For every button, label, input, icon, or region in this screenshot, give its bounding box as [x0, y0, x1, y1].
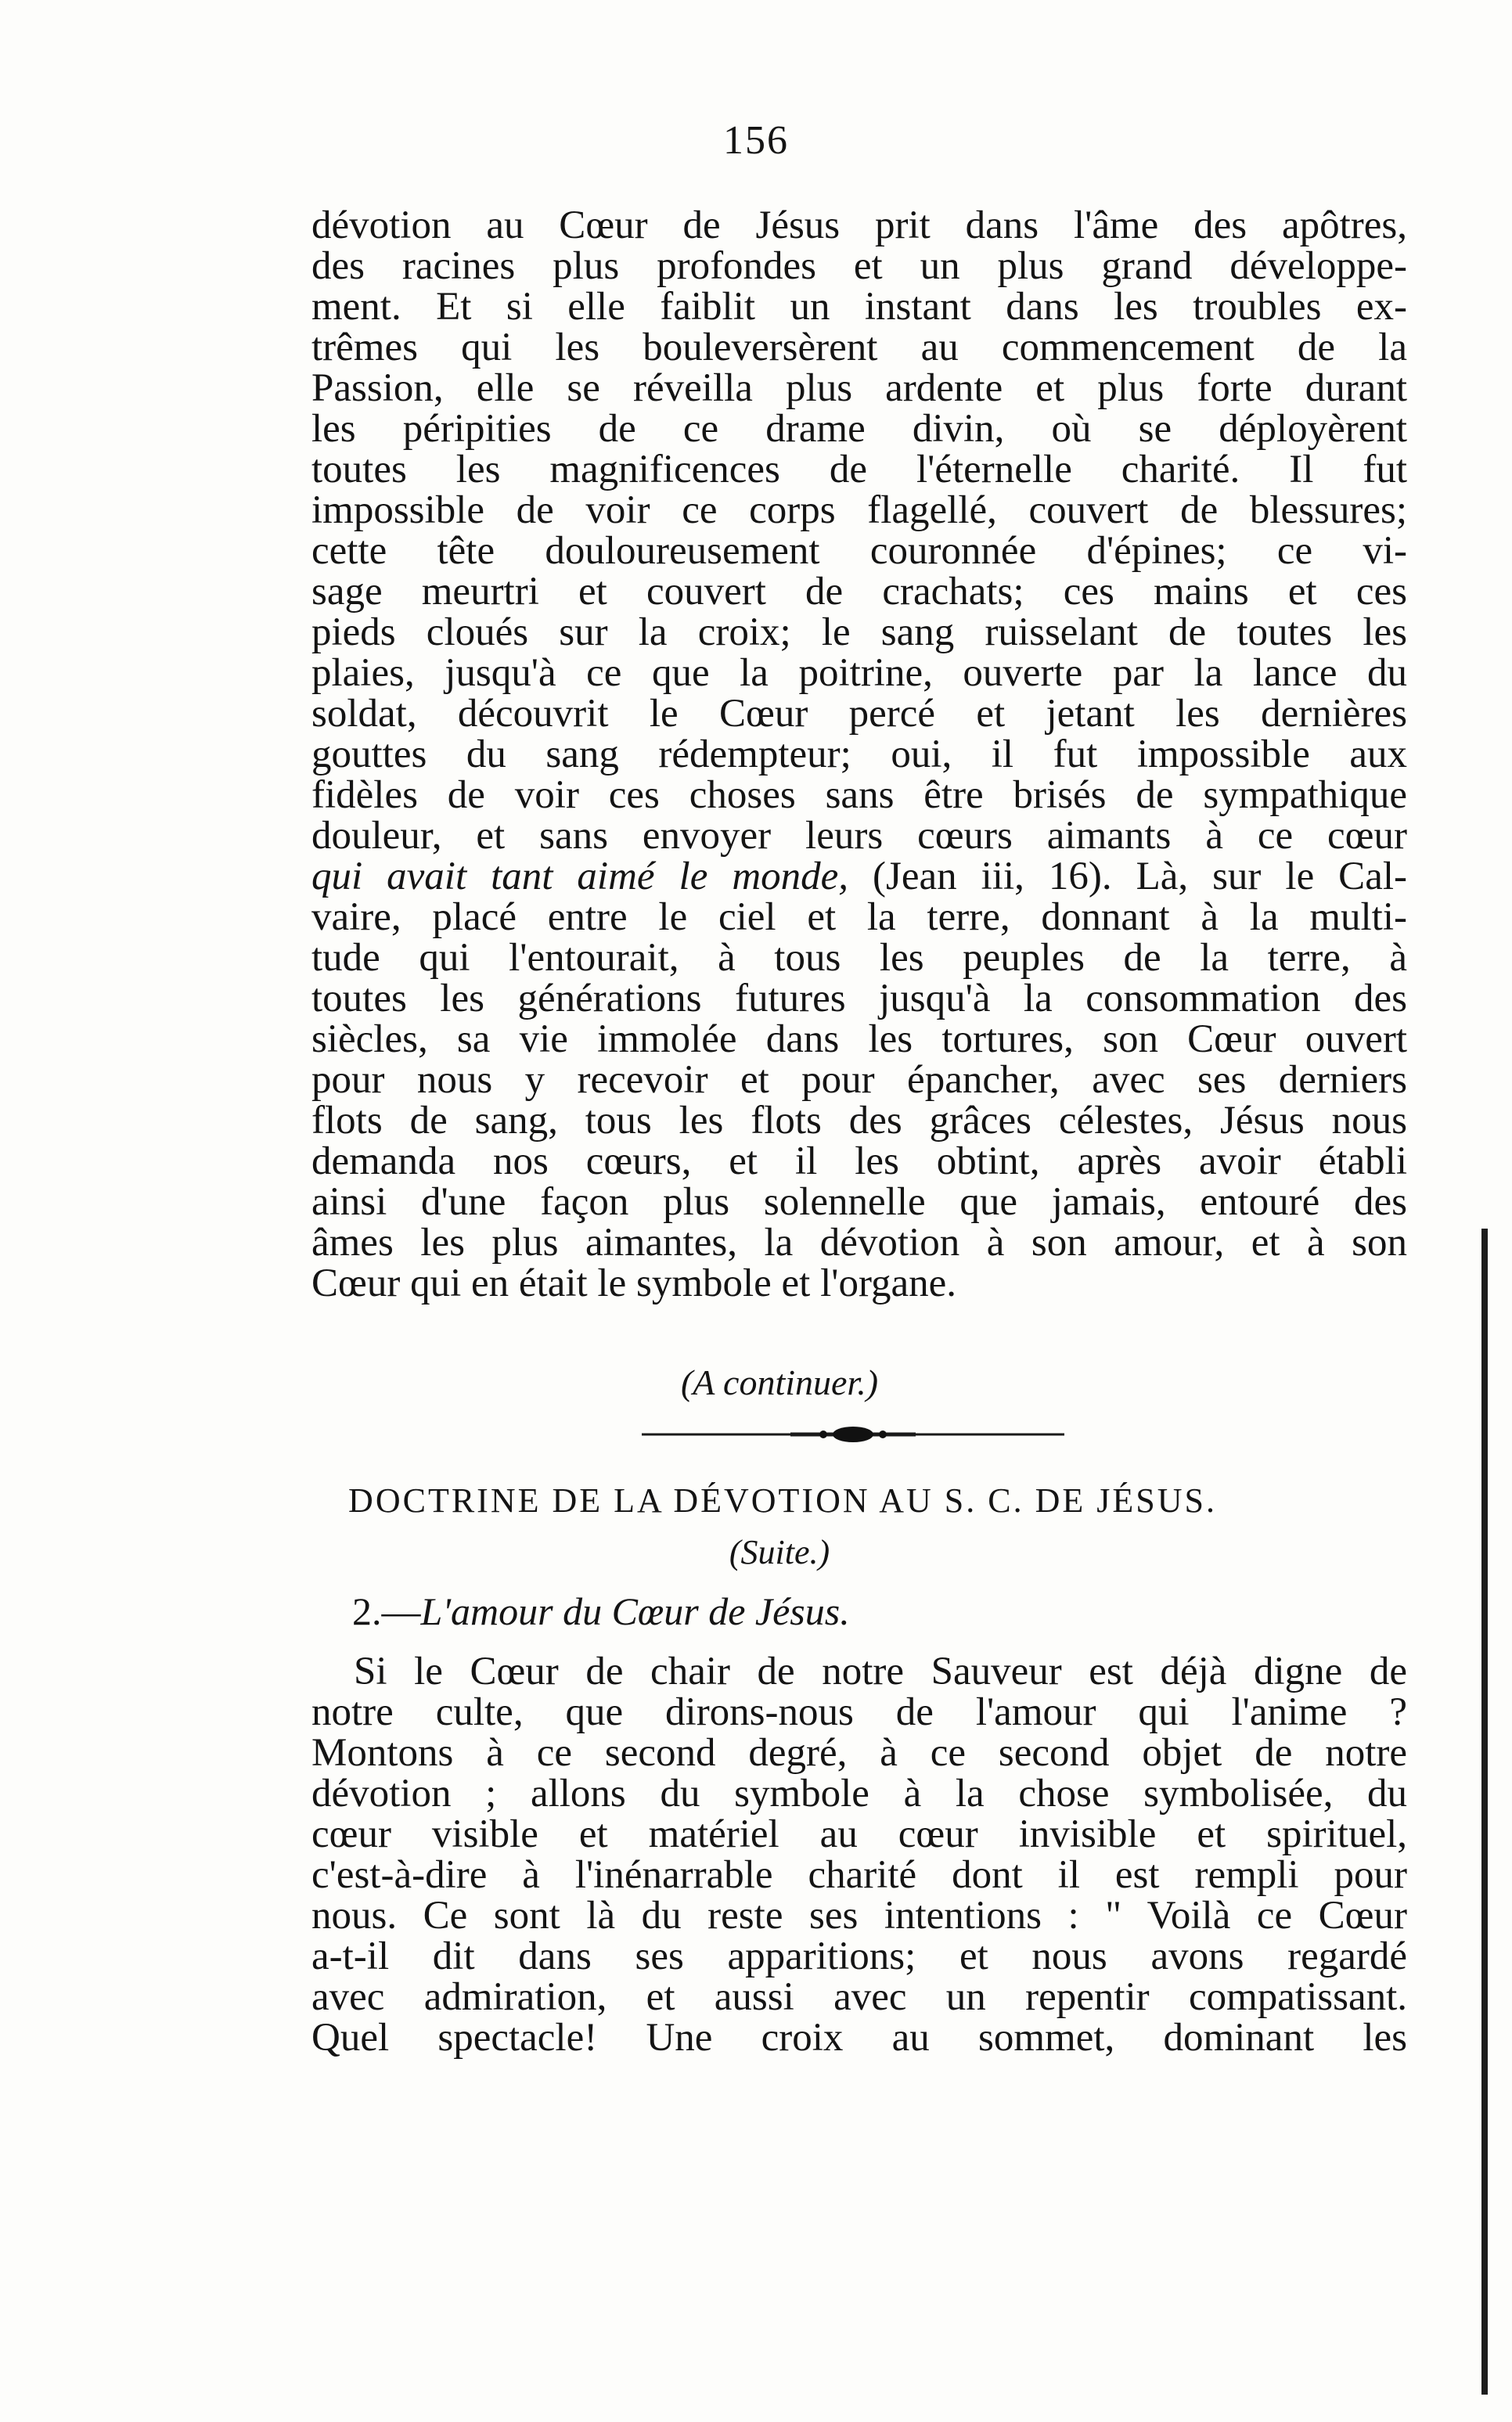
text-line: dévotion au Cœur de Jésus prit dans l'âme des apôtres, [311, 203, 1407, 247]
text-line: pieds cloués sur la croix; le sang ruisselant de toutes les [311, 610, 1407, 654]
text-line: soldat, découvrit le Cœur percé et jetant les dernières [311, 692, 1407, 736]
text-line: notre culte, que dirons-nous de l'amour qui l'anime ? [311, 1690, 1407, 1734]
text-line: cette tête douloureusement couronnée d'épines; ce vi- [311, 529, 1407, 573]
text-line: vaire, placé entre le ciel et la terre, donnant à la multi- [311, 895, 1407, 939]
text-line: impossible de voir ce corps flagellé, couvert de blessures; [311, 488, 1407, 532]
text-line: Quel spectacle! Une croix au sommet, dominant les [311, 2016, 1407, 2060]
gospel-quotation: qui avait tant aimé le monde, [311, 855, 849, 898]
text-line: toutes les générations futures jusqu'à la consommation des [311, 977, 1407, 1020]
text-line-with-quotation [311, 856, 1407, 897]
page-number: 156 [723, 118, 789, 163]
text-line: flots de sang, tous les flots des grâces célestes, Jésus nous [311, 1099, 1407, 1143]
text-line: tude qui l'entourait, à tous les peuples de la terre, à [311, 936, 1407, 980]
text-line: avec admiration, et aussi avec un repentir compatissant. [311, 1975, 1407, 2019]
text-line: ment. Et si elle faiblit un instant dans les troubles ex- [311, 285, 1407, 329]
subsection-number: 2.— [352, 1589, 421, 1633]
text-line: Passion, elle se réveilla plus ardente et plus forte durant [311, 366, 1407, 410]
text-line: gouttes du sang rédempteur; oui, il fut impossible aux [311, 732, 1407, 776]
gospel-reference: (Jean iii, 16). Là, sur le Cal- [848, 855, 1407, 898]
text-line: Montons à ce second degré, à ce second objet de notre [311, 1731, 1407, 1775]
subsection-heading [352, 1589, 850, 1634]
text-line: c'est-à-dire à l'inénarrable charité dont il est rempli pour [311, 1853, 1407, 1897]
text-line: trêmes qui les bouleversèrent au commencement de la [311, 326, 1407, 369]
text-line: dévotion ; allons du symbole à la chose symbolisée, du [311, 1772, 1407, 1816]
text-line: ainsi d'une façon plus solennelle que jamais, entouré des [311, 1180, 1407, 1224]
text-line: les péripities de ce drame divin, où se déployèrent [311, 407, 1407, 451]
paragraph-amour-du-coeur [311, 1651, 1407, 2058]
text-line: pour nous y recevoir et pour épancher, avec ses derniers [311, 1058, 1407, 1102]
paragraph-devotion-passion [311, 205, 1407, 1304]
text-line: douleur, et sans envoyer leurs cœurs aimants à ce cœur [311, 814, 1407, 858]
binding-edge-rule [1481, 1229, 1488, 2395]
text-line: nous. Ce sont là du reste ses intentions : " Voilà ce Cœur [311, 1894, 1407, 1938]
text-line: sage meurtri et couvert de crachats; ces mains et ces [311, 570, 1407, 614]
text-line: plaies, jusqu'à ce que la poitrine, ouverte par la lance du [311, 651, 1407, 695]
ornamental-divider [642, 1423, 1064, 1446]
text-line: a-t-il dit dans ses apparitions; et nous avons regardé [311, 1934, 1407, 1978]
text-line: fidèles de voir ces choses sans être brisés de sympathique [311, 773, 1407, 817]
text-line: des racines plus profondes et un plus grand développe- [311, 244, 1407, 288]
text-line: Cœur qui en était le symbole et l'organe. [311, 1261, 957, 1305]
text-line: demanda nos cœurs, et il les obtint, après avoir établi [311, 1139, 1407, 1183]
text-line: âmes les plus aimantes, la dévotion à son amour, et à son [311, 1221, 1407, 1265]
text-line: Si le Cœur de chair de notre Sauveur est déjà digne de [354, 1650, 1407, 1693]
continuation-note: (A continuer.) [680, 1362, 879, 1402]
subsection-title: L'amour du Cœur de Jésus. [420, 1589, 850, 1633]
text-line: siècles, sa vie immolée dans les tortures, son Cœur ouvert [311, 1017, 1407, 1061]
text-line: toutes les magnificences de l'éternelle charité. Il fut [311, 448, 1407, 491]
section-heading: DOCTRINE DE LA DÉVOTION AU S. C. DE JÉSUS. [348, 1481, 1217, 1520]
suite-note: (Suite.) [729, 1533, 830, 1571]
text-line: cœur visible et matériel au cœur invisible et spirituel, [311, 1812, 1407, 1856]
